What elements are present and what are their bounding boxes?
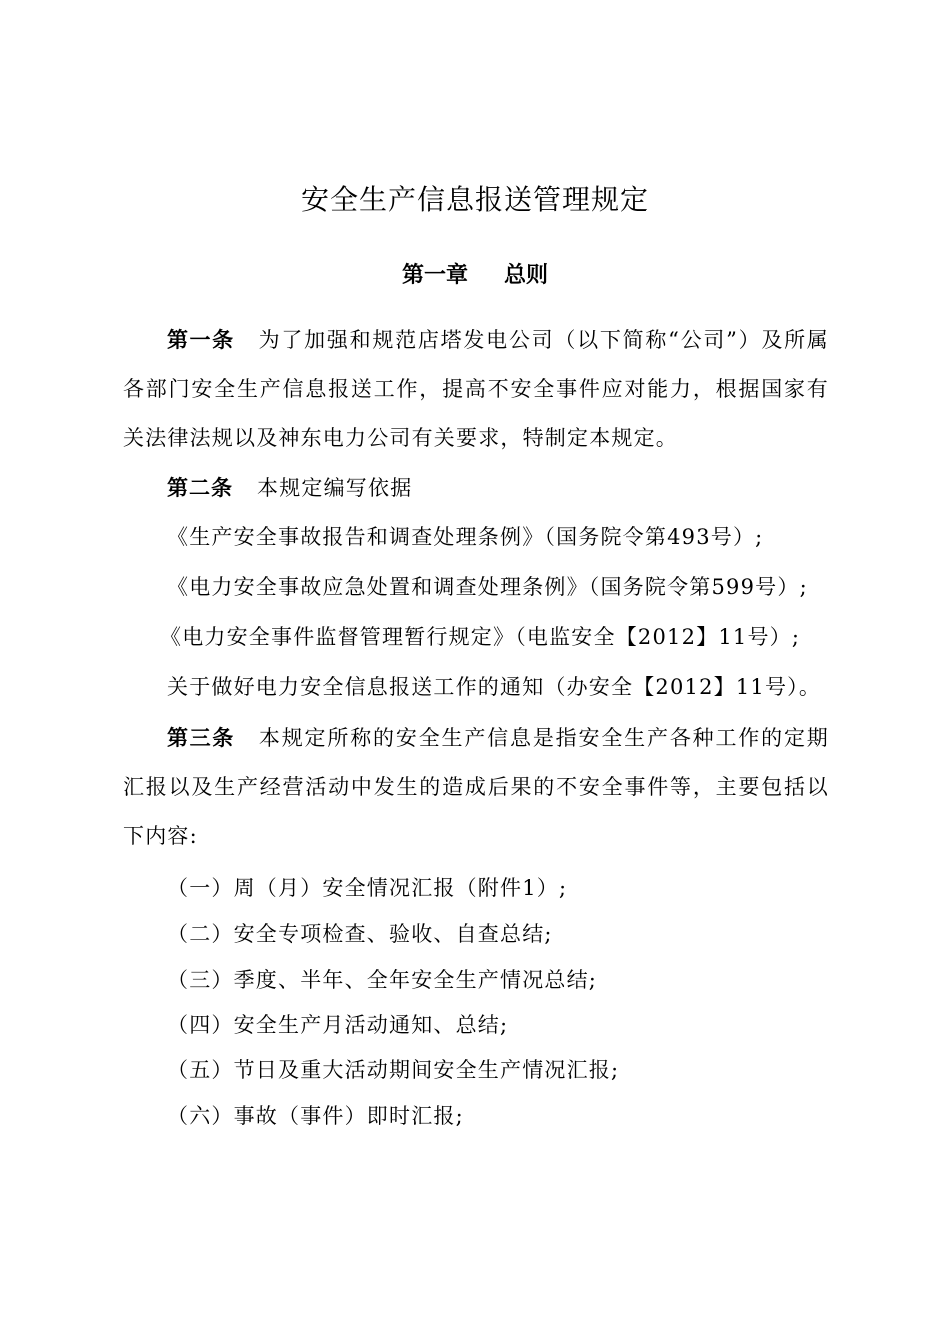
document-title: 安全生产信息报送管理规定 [300,183,649,216]
chapter-name: 总则 [504,263,549,288]
reference-item: 《生产安全事故报告和调查处理条例》（国务院令第493号）; [167,525,764,549]
article-1-label: 第一条 [167,328,235,352]
article-1-text: 为了加强和规范店塔发电公司（以下简称“公司”）及所属各部门安全生产信息报送工作，提高不安全事件应对能力，根据国家有关法律法规以及神东电力公司有关要求，特制定本规定。 [123,328,830,450]
content-item: （三）季度、半年、全年安全生产情况总结; [167,968,598,992]
article-1 [123,316,829,463]
article-2 [123,464,829,513]
content-item: （一）周（月）安全情况汇报（附件1）; [167,876,568,900]
content-item: （二）安全专项检查、验收、自查总结; [167,922,553,946]
article-2-text: 本规定编写依据 [257,476,413,500]
chapter-label: 第一章 [401,263,468,288]
content-item: （六）事故（事件）即时汇报; [167,1104,464,1128]
reference-item: 《电力安全事件监督管理暂行规定》（电监安全【2012】11号）; [160,625,801,649]
article-3 [123,714,829,861]
article-2-label: 第二条 [167,476,233,500]
content-item: （五）节日及重大活动期间安全生产情况汇报; [167,1058,620,1082]
reference-item: 关于做好电力安全信息报送工作的通知（办安全【2012】11号）。 [167,675,822,699]
reference-item: 《电力安全事故应急处置和调查处理条例》（国务院令第599号）; [167,575,808,599]
article-3-label: 第三条 [167,726,235,750]
chapter-heading [0,256,950,296]
content-item: （四）安全生产月活动通知、总结; [167,1013,509,1037]
article-3-text: 本规定所称的安全生产信息是指安全生产各种工作的定期汇报以及生产经营活动中发生的造成后果的不安全事件等，主要包括以下内容: [123,726,829,848]
